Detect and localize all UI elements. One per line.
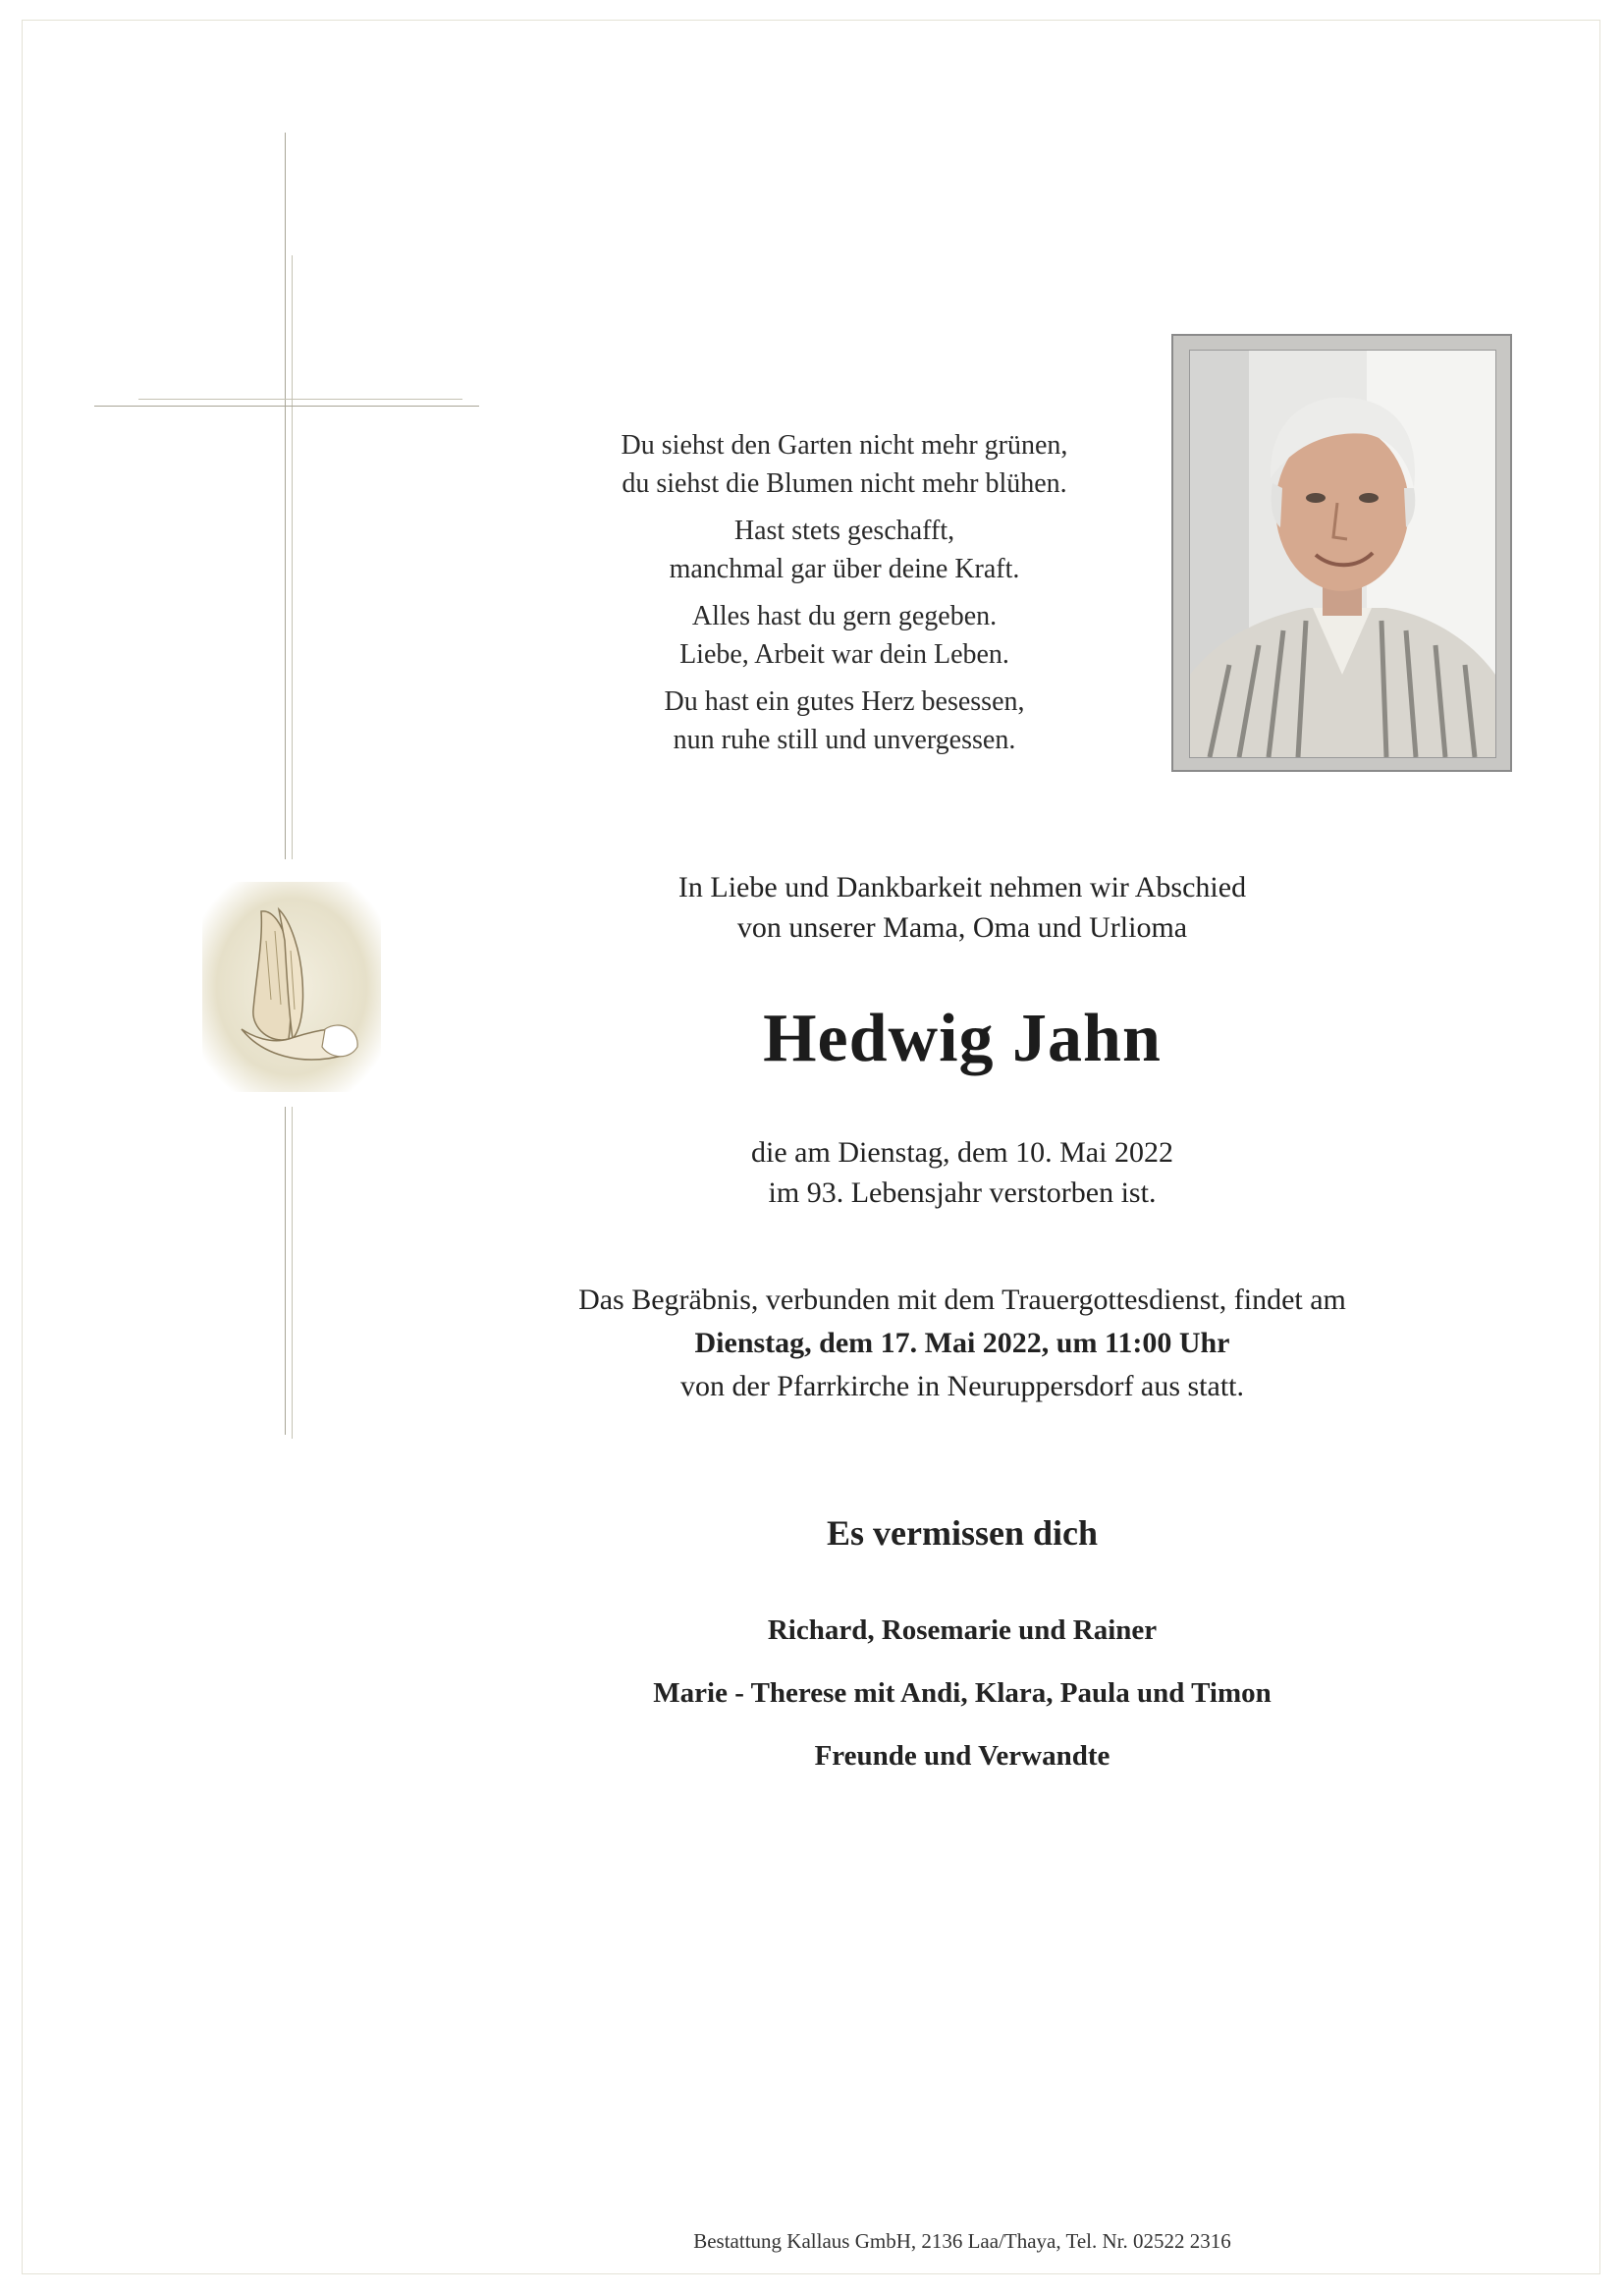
poem-line: Liebe, Arbeit war dein Leben. — [679, 638, 1009, 670]
poem-line: Du siehst den Garten nicht mehr grünen, — [621, 430, 1068, 461]
poem-stanza — [511, 513, 1178, 588]
funeral-date-time: Dienstag, dem 17. Mai 2022, um 11:00 Uhr — [694, 1327, 1230, 1359]
poem-line: du siehst die Blumen nicht mehr blühen. — [622, 467, 1067, 499]
mourner-line: Marie - Therese mit Andi, Klara, Paula und Timon — [653, 1677, 1272, 1709]
mourners-heading: Es vermissen dich — [826, 1513, 1098, 1553]
poem-stanza — [511, 598, 1178, 674]
portrait-frame — [1171, 334, 1512, 772]
poem — [511, 427, 1178, 769]
death-date-line: die am Dienstag, dem 10. Mai 2022 — [751, 1136, 1173, 1169]
portrait-photo — [1189, 350, 1496, 758]
poem-line: Hast stets geschafft, — [733, 516, 955, 546]
funeral-location: von der Pfarrkirche in Neuruppersdorf aus statt. — [680, 1370, 1244, 1402]
mourner-line: Richard, Rosemarie und Rainer — [767, 1614, 1158, 1646]
funeral-line: Das Begräbnis, verbunden mit dem Trauergottesdienst, findet am — [578, 1284, 1346, 1316]
funeral-home-footer: Bestattung Kallaus GmbH, 2136 Laa/Thaya, Tel. Nr. 02522 2316 — [693, 2229, 1231, 2253]
poem-stanza — [511, 683, 1178, 759]
poem-line: Alles hast du gern gegeben. — [691, 601, 998, 631]
deceased-name: Hedwig Jahn — [763, 1001, 1162, 1076]
poem-line: Du hast ein gutes Herz besessen, — [664, 686, 1025, 717]
cross-horizontal-beam — [94, 398, 479, 411]
farewell-intro — [471, 867, 1453, 948]
praying-hands-icon — [202, 882, 381, 1092]
death-info — [471, 1132, 1453, 1213]
mourners-list — [471, 1609, 1453, 1797]
intro-line: In Liebe und Dankbarkeit nehmen wir Abschied — [677, 871, 1247, 903]
age-line: im 93. Lebensjahr verstorben ist. — [768, 1176, 1157, 1209]
poem-line: nun ruhe still und unvergessen. — [673, 724, 1016, 755]
poem-line: manchmal gar über deine Kraft. — [669, 553, 1020, 584]
intro-line: von unserer Mama, Oma und Urlioma — [736, 911, 1188, 944]
mourner-line: Freunde und Verwandte — [814, 1740, 1110, 1772]
cross-vertical-beam — [283, 133, 297, 1435]
poem-stanza — [511, 427, 1178, 503]
funeral-info — [471, 1279, 1453, 1408]
